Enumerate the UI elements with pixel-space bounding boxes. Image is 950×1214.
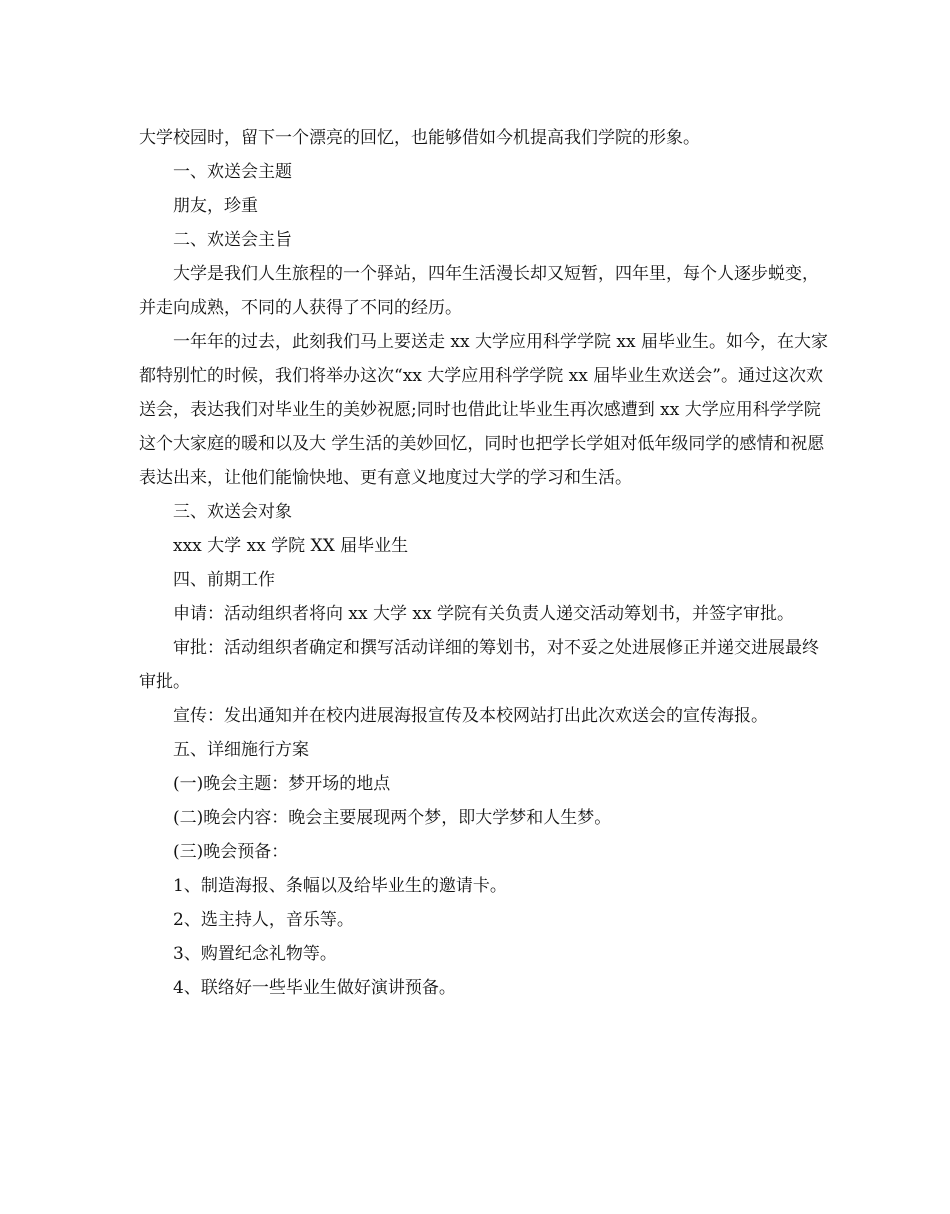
purpose-paragraph-1: 大学是我们人生旅程的一个驿站，四年生活漫长却又短暂，四年里，每个人逐步蜕变，并走向成熟，不同的人获得了不同的经历。 [139,264,819,318]
paragraph-continuation: 大学校园时，留下一个漂亮的回忆，也能够借如今机提高我们学院的形象。 [139,128,700,148]
section-heading-theme: 一、欢送会主题 [173,162,292,182]
audience-text: xxx 大学 xx 学院 XX 届毕业生 [173,536,409,556]
section-heading-plan: 五、详细施行方案 [173,740,309,760]
preparation-approval: 审批：活动组织者确定和撰写活动详细的筹划书，对不妥之处进展修正并递交进展最终审批。 [139,638,819,692]
theme-text: 朋友，珍重 [173,196,258,216]
section-heading-audience: 三、欢送会对象 [173,502,292,522]
section-heading-purpose: 二、欢送会主旨 [173,230,292,250]
document-body [139,121,829,1005]
list-item: 3、购置纪念礼物等。 [173,944,337,964]
plan-item-content: (二)晚会内容：晚会主要展现两个梦，即大学梦和人生梦。 [173,808,612,828]
list-item: 4、联络好一些毕业生做好演讲预备。 [173,978,456,998]
section-heading-preparation: 四、前期工作 [173,570,275,590]
plan-item-theme: (一)晚会主题：梦开场的地点 [173,774,391,794]
preparation-publicity: 宣传：发出通知并在校内进展海报宣传及本校网站打出此次欢送会的宣传海报。 [173,706,768,726]
plan-item-preparation: (三)晚会预备： [173,842,289,862]
purpose-paragraph-2: 一年年的过去，此刻我们马上要送走 xx 大学应用科学学院 xx 届毕业生。如今，在大家都特别忙的时候，我们将举办这次“xx 大学应用科学学院 xx 届毕业生欢送会”。通过这次欢送会，表达我们对毕业生的美妙祝愿;同时也借此让毕业生再次感遭到 xx 大学应用科学学院这个大家庭的暖和以及大 学生活的美妙回忆，同时也把学长学姐对低年级同学的感情和祝愿表达出来，让他们能愉快地、更有意义地度过大学的学习和生活。 [139,332,828,488]
list-item: 1、制造海报、条幅以及给毕业生的邀请卡。 [173,876,507,896]
list-item: 2、选主持人，音乐等。 [173,910,354,930]
preparation-application: 申请：活动组织者将向 xx 大学 xx 学院有关负责人递交活动筹划书，并签字审批。 [173,604,794,624]
